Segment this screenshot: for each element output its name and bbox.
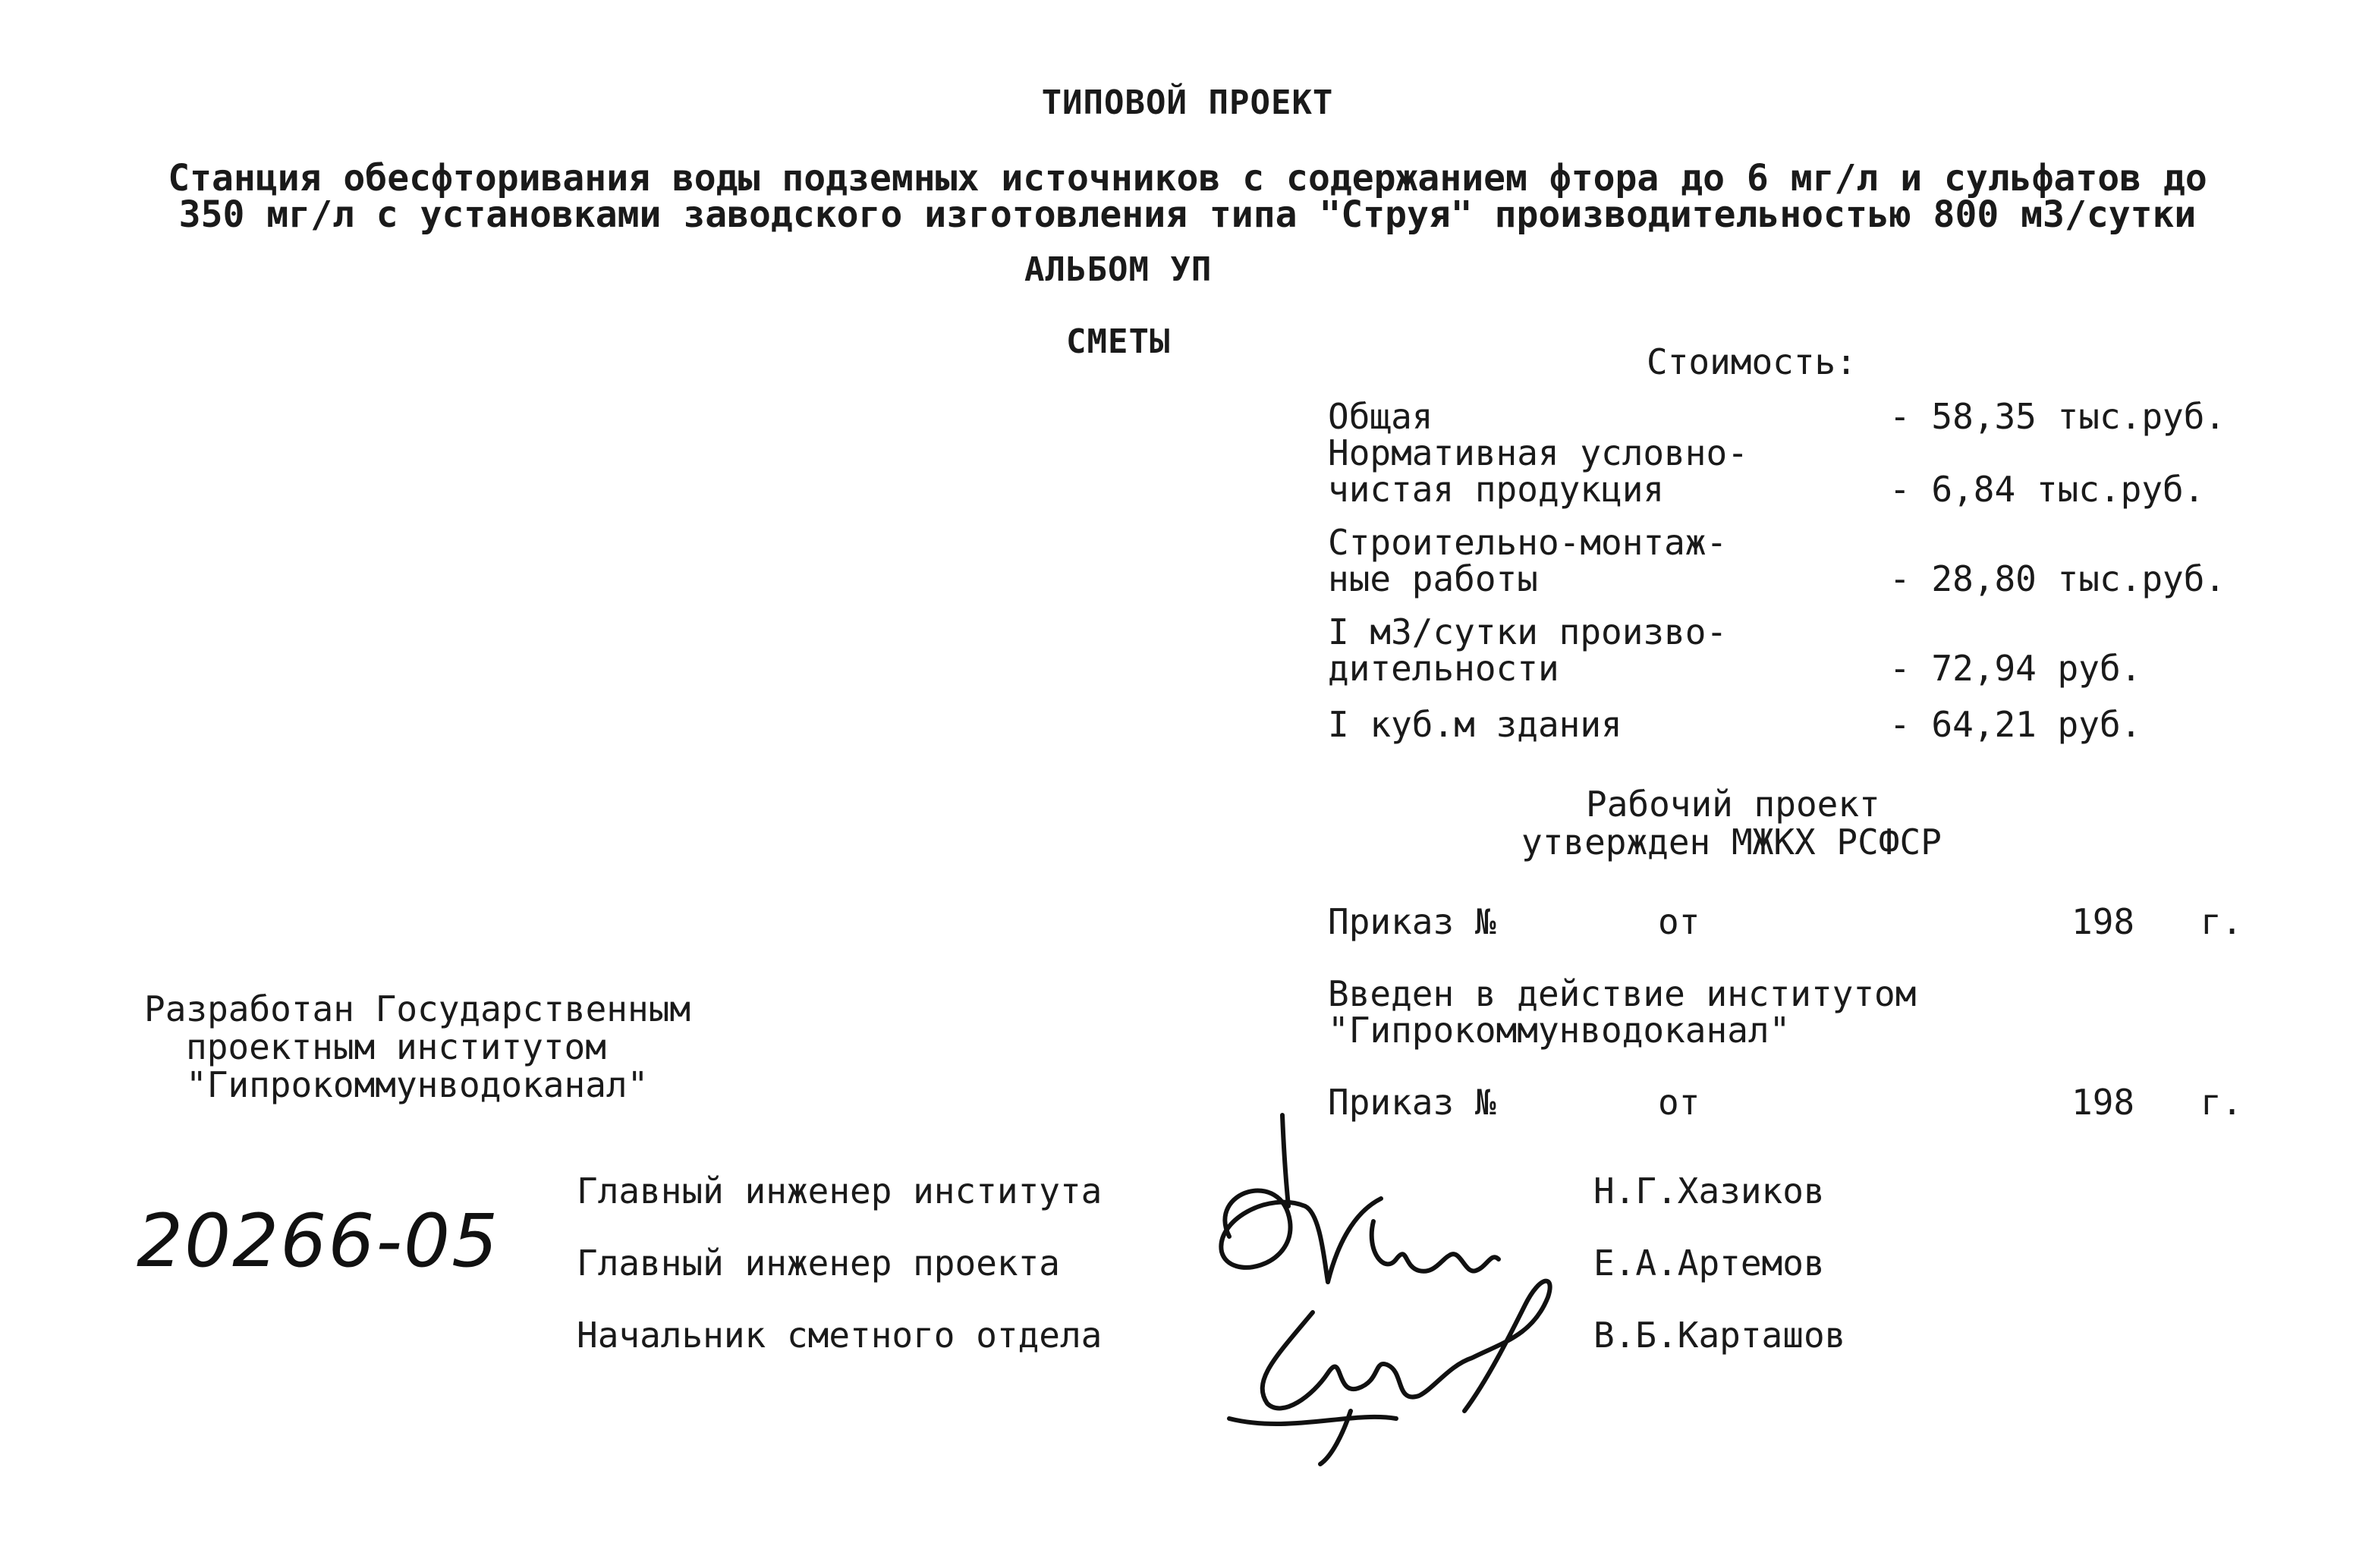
- order-year: 198: [2071, 901, 2135, 942]
- signatory-role: Начальник сметного отдела: [577, 1315, 1103, 1356]
- signatory-role: Главный инженер проекта: [577, 1243, 1060, 1284]
- order-year-suffix: г.: [2200, 1082, 2243, 1123]
- cost-value: - 64,21 руб.: [1889, 704, 2142, 745]
- cost-label: Общая: [1328, 396, 1433, 437]
- order-year: 198: [2071, 1082, 2135, 1123]
- project-title-line-2: 350 мг/л с установками заводского изготовления типа "Струя" производительностью 800 м3/сутки: [178, 193, 2197, 236]
- order-from: от: [1658, 1082, 1700, 1123]
- developer-line-1: Разработан Государственным: [144, 988, 691, 1029]
- signatory-name: Н.Г.Хазиков: [1593, 1171, 1825, 1211]
- cost-label: I м3/сутки произво-: [1328, 611, 1728, 652]
- signatory-role: Главный инженер института: [577, 1171, 1103, 1211]
- order-label: Приказ №: [1328, 1082, 1496, 1123]
- cost-label: Строительно-монтаж-: [1328, 522, 1728, 563]
- signatory-name: Е.А.Артемов: [1593, 1243, 1825, 1284]
- cost-label: Нормативная условно-: [1328, 432, 1748, 473]
- handwritten-signatures: [1199, 1108, 1563, 1472]
- project-title-line-1: Станция обесфторивания воды подземных источников с содержанием фтора до 6 мг/л и сульфатов до: [168, 157, 2207, 200]
- document-kind: ТИПОВОЙ ПРОЕКТ: [1041, 83, 1334, 122]
- cost-value: - 28,80 тыс.руб.: [1889, 558, 2226, 599]
- cost-value: - 72,94 руб.: [1889, 648, 2142, 689]
- introduced-line-2: "Гипрокоммунводоканал": [1328, 1010, 1791, 1051]
- introduced-line-1: Введен в действие институтом: [1328, 973, 1917, 1014]
- signatory-name: В.Б.Карташов: [1593, 1315, 1846, 1356]
- album-label: АЛЬБОМ УП: [1024, 250, 1213, 289]
- developer-line-2: проектным институтом: [186, 1026, 606, 1067]
- approval-line-2: утвержден МЖКХ РСФСР: [1521, 822, 1942, 863]
- cost-value: - 58,35 тыс.руб.: [1889, 396, 2226, 437]
- cost-label: дительности: [1328, 648, 1559, 689]
- cost-value: - 6,84 тыс.руб.: [1889, 469, 2205, 510]
- document-number: 20266-05: [137, 1199, 500, 1284]
- developer-line-3: "Гипрокоммунводоканал": [186, 1064, 649, 1105]
- order-from: от: [1658, 901, 1700, 942]
- cost-label: ные работы: [1328, 558, 1538, 599]
- cost-label: чистая продукция: [1328, 469, 1665, 510]
- order-year-suffix: г.: [2200, 901, 2243, 942]
- cost-label: I куб.м здания: [1328, 704, 1622, 745]
- cost-heading: Стоимость:: [1647, 341, 1857, 382]
- order-label: Приказ №: [1328, 901, 1496, 942]
- approval-line-1: Рабочий проект: [1586, 784, 1880, 825]
- section-label: СМЕТЫ: [1066, 322, 1171, 361]
